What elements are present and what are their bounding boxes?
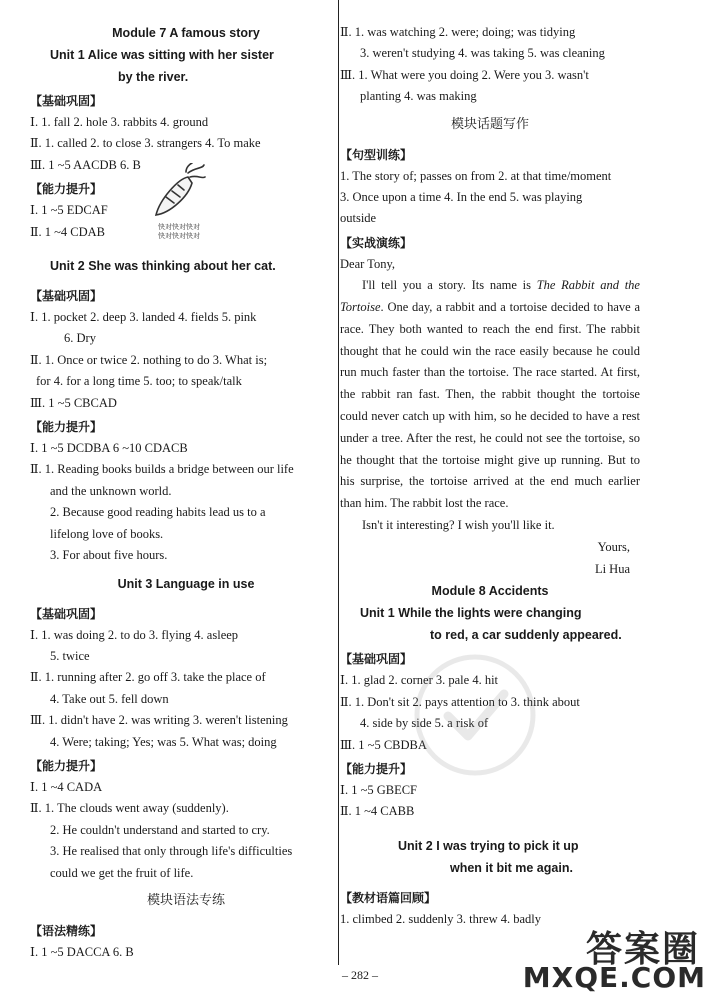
answer-line: 5. twice [50,648,90,663]
carrot-icon [152,163,206,223]
m8-unit1-title-cont: to red, a car suddenly appeared. [430,628,622,643]
right-column [340,22,640,930]
letter-body [340,275,640,537]
answer-line: Ⅰ. 1 ~5 EDCAF [30,203,108,218]
site-watermark [522,921,714,1001]
page-number: – 282 – [342,968,378,982]
m8-unit2-title-cont: when it bit me again. [450,860,573,875]
answer-line: 4. Were; taking; Yes; was 5. What was; doing [50,734,277,749]
section-basic: 【基础巩固】 [340,652,413,667]
answer-line: Ⅱ. 1 ~4 CDAB [30,224,105,239]
answer-line: Ⅱ. 1. was watching 2. were; doing; was tidying [340,25,576,39]
answer-line: 4. Take out 5. fell down [50,691,169,706]
unit2-title: Unit 2 She was thinking about her cat. [50,259,276,274]
answer-line: and the unknown world. [50,483,172,498]
section-ability: 【能力提升】 [340,762,413,777]
answer-line: Ⅰ. 1 ~5 GBECF [340,783,417,798]
section-basic: 【基础巩固】 [30,606,103,621]
section-ability: 【能力提升】 [30,182,103,197]
answer-line: could we get the fruit of life. [50,865,194,880]
answer-line: Ⅰ. 1 ~4 CADA [30,779,103,794]
answer-line: Ⅰ. 1 ~5 DACCA 6. B [30,944,134,959]
story-title: The Rabbit and the Tortoise [340,278,640,315]
answer-line: planting 4. was making [360,89,477,104]
section-basic: 【基础巩固】 [30,94,103,108]
caption-line: 快对快对快对 [158,223,200,231]
answer-line: Ⅱ. 1. called 2. to close 3. strangers 4. To make [30,136,261,151]
module7-title: Module 7 A famous story [112,26,260,40]
section-basic: 【基础巩固】 [30,289,103,304]
section-textbook-review: 【教材语篇回顾】 [340,890,437,905]
answer-line: 2. Because good reading habits lead us to a [50,505,266,520]
answer-line: Ⅱ. 1. Once or twice 2. nothing to do 3. What is; [30,352,268,367]
unit3-title: Unit 3 Language in use [117,576,255,591]
watermark-en: MXQE.COM [522,961,706,994]
section-ability: 【能力提升】 [30,420,103,435]
answer-line: 3. weren't studying 4. was taking 5. was cleaning [360,46,605,61]
caption-line: 快对快对快对 [158,232,200,240]
answer-line: 3. For about five hours. [50,548,168,563]
watermark-cn: 答案圈 [585,929,700,970]
answer-line: Ⅲ. 1 ~5 AACDB 6. B [30,157,141,172]
carrot-caption [158,223,200,241]
answer-line: Ⅲ. 1 ~5 CBCAD [30,395,117,410]
answer-line: Ⅱ. 1. running after 2. go off 3. take the place of [30,670,266,685]
answer-line: Ⅱ. 1 ~4 CABB [340,804,415,819]
answer-line: Ⅱ. 1. Don't sit 2. pays attention to 3. think about [340,694,580,709]
m8-unit1-title: Unit 1 While the lights were changing [360,606,582,621]
answer-line: 1. climbed 2. suddenly 3. threw 4. badly [340,911,542,926]
letter-paragraph [340,275,640,515]
answer-line: Ⅰ. 1 ~5 DCDBA 6 ~10 CDACB [30,441,188,456]
answer-line: Ⅰ. 1. glad 2. corner 3. pale 4. hit [340,673,499,688]
letter-text: . One day, a rabbit and a tortoise decided to have a race. They both wanted to reach the end first. The rabbit thought that he could win the race easily because he could run much faster than the tortoise. The race started. At first, the rabbit ran fast. Then, the rabbit thought the tortoise could never catch up with him, so he decided to have a rest under a tree. After the rest, he could not see the tortoise, so he thought that the tortoise might give up running. But to his surprise, the tortoise arrived at the end much earlier than him. The rabbit lost the race. [340,300,640,511]
letter-salutation: Dear Tony, [340,256,396,271]
writing-title: 模块话题写作 [450,116,529,132]
answer-line: Ⅲ. 1 ~5 CBDBA [340,737,427,752]
section-pattern: 【句型训练】 [340,147,413,162]
answer-line: 2. He couldn't understand and started to cry. [50,822,270,837]
checkmark-stamp-icon [410,650,540,780]
answer-line: 1. The story of; passes on from 2. at that time/moment [340,168,612,183]
answer-line: Ⅰ. 1. was doing 2. to do 3. flying 4. asleep [30,627,239,642]
letter-closing: Yours, [597,539,630,554]
letter-text: I'll tell you a story. Its name is [362,278,537,293]
unit1-title: Unit 1 Alice was sitting with her sister [50,48,274,62]
section-grammar: 【语法精练】 [30,923,103,938]
answer-line: 4. side by side 5. a risk of [360,716,489,731]
answer-line: lifelong love of books. [50,526,164,541]
answer-line: 3. He realised that only through life's difficulties [50,844,293,859]
answer-line: Ⅱ. 1. Reading books builds a bridge between our life [30,462,294,477]
grammar-title: 模块语法专练 [146,892,225,908]
answer-line: outside [340,211,377,226]
module8-title: Module 8 Accidents [431,584,549,599]
section-practice: 【实战演练】 [340,235,413,250]
answer-line: Ⅰ. 1. pocket 2. deep 3. landed 4. fields 5. pink [30,310,257,325]
answer-line: for 4. for a long time 5. too; to speak/talk [36,374,242,389]
unit1-title-cont: by the river. [118,70,189,84]
letter-signature: Li Hua [594,561,630,576]
answer-line: 6. Dry [64,331,96,346]
m8-unit2-title: Unit 2 I was trying to pick it up [398,838,579,853]
answer-line: 3. Once upon a time 4. In the end 5. was playing [340,190,583,205]
answer-line: Ⅱ. 1. The clouds went away (suddenly). [30,801,229,816]
answer-line: Ⅲ. 1. didn't have 2. was writing 3. weren't listening [30,713,288,728]
answer-line: Ⅰ. 1. fall 2. hole 3. rabbits 4. ground [30,115,209,129]
section-ability: 【能力提升】 [30,758,103,773]
letter-paragraph: Isn't it interesting? I wish you'll like it. [362,518,555,533]
answer-line: Ⅲ. 1. What were you doing 2. Were you 3. wasn't [340,67,589,82]
